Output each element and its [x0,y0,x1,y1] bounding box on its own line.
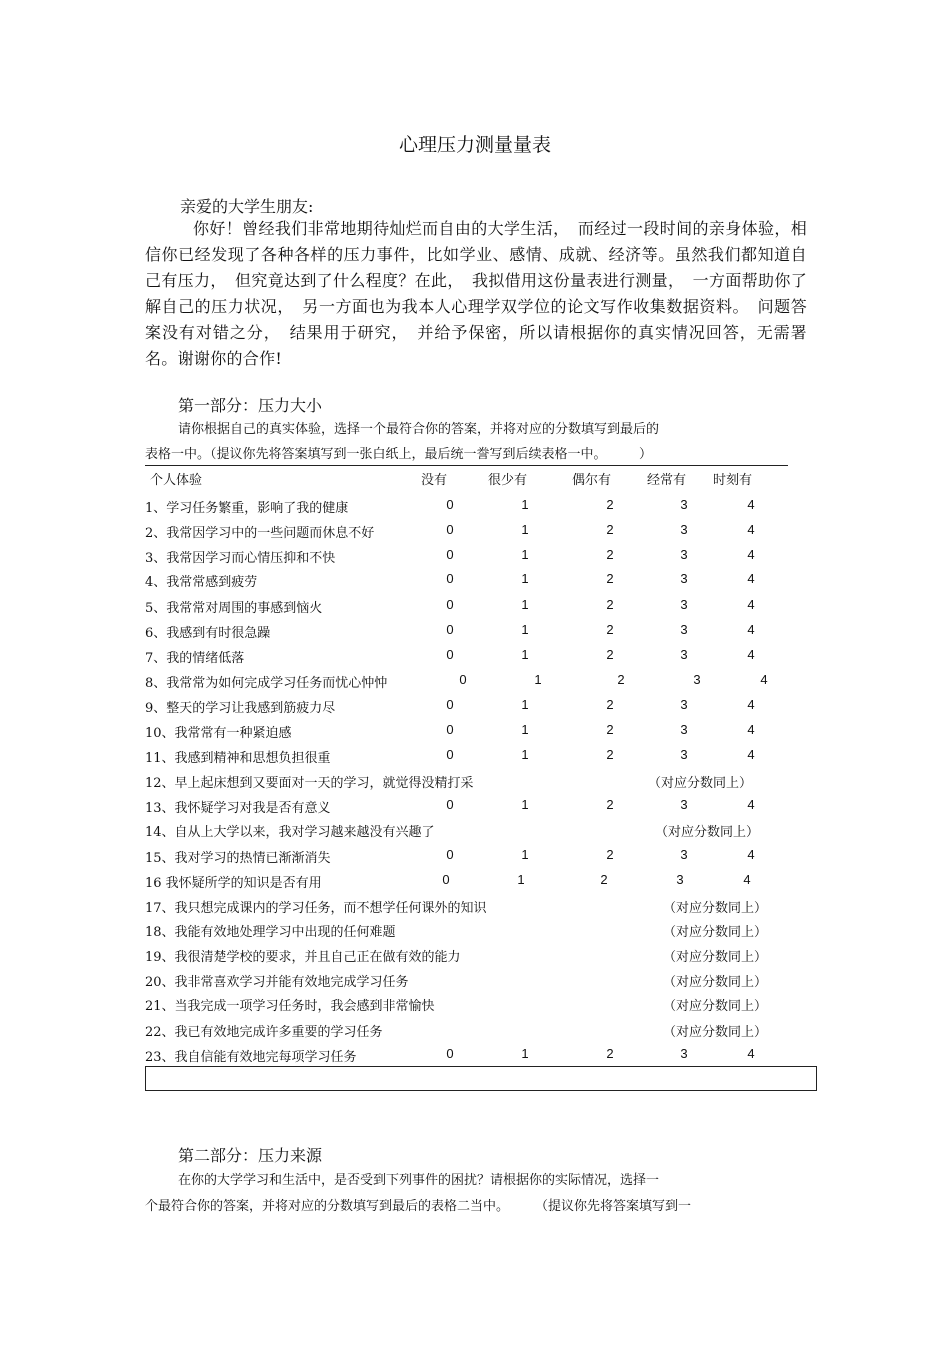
score-option: 0 [446,522,454,537]
header-experience: 个人体验 [150,473,203,488]
item-label: 21、当我完成一项学习任务时，我会感到非常愉快 [145,999,435,1014]
score-option: 4 [747,747,755,762]
score-option: 2 [617,672,625,687]
item-label: 7、我的情绪低落 [145,651,245,666]
score-option: 4 [747,1046,755,1061]
same-score-note: （对应分数同上） [655,825,760,840]
item-label: 19、我很清楚学校的要求，并且自己正在做有效的能力 [145,950,461,965]
score-option: 2 [606,571,614,586]
score-option: 4 [747,722,755,737]
score-option: 1 [521,747,529,762]
greeting: 亲爱的大学生朋友: [180,197,314,216]
item-label: 14、自从上大学以来，我对学习越来越没有兴趣了 [145,825,435,840]
part2-line1: 在你的大学学习和生活中，是否受到下列事件的困扰？请根据你的实际情况，选择一 [178,1173,660,1188]
score-option: 4 [747,647,755,662]
score-option: 3 [680,522,688,537]
same-score-note: （对应分数同上） [663,1025,768,1040]
score-option: 2 [606,797,614,812]
item-label: 18、我能有效地处理学习中出现的任何难题 [145,925,396,940]
same-score-note: （对应分数同上） [663,999,768,1014]
score-option: 1 [521,497,529,512]
score-option: 3 [680,697,688,712]
same-score-note: （对应分数同上） [663,901,768,916]
item-label: 22、我已有效地完成许多重要的学习任务 [145,1025,383,1040]
score-option: 0 [446,647,454,662]
part1-instruction-line2: 表格一中。（提议你先将答案填写到一张白纸上，最后统一誊写到后续表格一中。 ） [145,447,653,462]
score-option: 0 [446,597,454,612]
part2-heading: 第二部分：压力来源 [178,1146,323,1165]
header-always: 时刻有 [713,473,753,488]
score-option: 3 [680,797,688,812]
item-label: 4、我常常感到疲劳 [145,575,258,590]
item-label: 9、整天的学习让我感到筋疲力尽 [145,701,336,716]
score-option: 0 [446,847,454,862]
score-option: 4 [747,571,755,586]
part1-heading: 第一部分：压力大小 [178,396,323,415]
header-rarely: 很少有 [488,473,528,488]
score-option: 4 [747,797,755,812]
score-option: 0 [446,797,454,812]
score-option: 3 [680,1046,688,1061]
item-label: 8、我常常为如何完成学习任务而忧心忡忡 [145,676,388,691]
page-title: 心理压力测量量表 [398,134,551,156]
score-option: 4 [760,672,768,687]
score-option: 0 [446,1046,454,1061]
score-option: 4 [747,597,755,612]
score-option: 4 [743,872,751,887]
score-option: 1 [521,797,529,812]
score-option: 3 [680,497,688,512]
item-label: 16 我怀疑所学的知识是否有用 [145,876,322,891]
score-option: 4 [747,547,755,562]
item-label: 11、我感到精神和思想负担很重 [145,751,331,766]
score-option: 4 [747,697,755,712]
score-option: 2 [606,1046,614,1061]
item-label: 23、我自信能有效地完每项学习任务 [145,1050,357,1065]
score-option: 1 [534,672,542,687]
score-option: 4 [747,497,755,512]
score-option: 0 [446,497,454,512]
score-option: 0 [442,872,450,887]
item-label: 15、我对学习的热情已渐渐消失 [145,851,331,866]
score-option: 1 [521,522,529,537]
item-label: 13、我怀疑学习对我是否有意义 [145,801,331,816]
header-sometimes: 偶尔有 [572,473,612,488]
score-option: 1 [521,622,529,637]
score-option: 0 [446,697,454,712]
answer-table-1[interactable] [145,1066,817,1091]
score-option: 3 [680,847,688,862]
score-option: 2 [606,647,614,662]
score-option: 2 [600,872,608,887]
score-option: 2 [606,697,614,712]
score-option: 2 [606,597,614,612]
same-score-note: （对应分数同上） [663,925,768,940]
score-option: 3 [680,597,688,612]
score-option: 0 [446,722,454,737]
score-option: 1 [521,722,529,737]
score-option: 1 [521,571,529,586]
score-option: 3 [680,622,688,637]
score-option: 2 [606,847,614,862]
same-score-note: （对应分数同上） [648,776,753,791]
score-option: 1 [521,847,529,862]
score-option: 4 [747,522,755,537]
item-label: 6、我感到有时很急躁 [145,626,271,641]
item-label: 1、学习任务繁重，影响了我的健康 [145,501,349,516]
item-label: 12、早上起床想到又要面对一天的学习，就觉得没精打采 [145,776,474,791]
score-option: 3 [693,672,701,687]
score-option: 3 [680,647,688,662]
part2-line2: 个最符合你的答案，并将对应的分数填写到最后的表格二当中。 （提议你先将答案填写到一 [145,1199,692,1214]
score-option: 4 [747,622,755,637]
table-top-rule [145,465,788,466]
score-option: 1 [521,697,529,712]
score-option: 3 [680,547,688,562]
score-option: 0 [446,571,454,586]
item-label: 17、我只想完成课内的学习任务，而不想学任何课外的知识 [145,901,487,916]
score-option: 2 [606,622,614,637]
score-option: 3 [680,722,688,737]
same-score-note: （对应分数同上） [663,975,768,990]
score-option: 2 [606,747,614,762]
score-option: 2 [606,722,614,737]
score-option: 2 [606,497,614,512]
part1-instruction-line1: 请你根据自己的真实体验，选择一个最符合你的答案，并将对应的分数填写到最后的 [178,422,660,437]
item-label: 2、我常因学习中的一些问题而休息不好 [145,526,375,541]
score-option: 0 [459,672,467,687]
score-option: 1 [521,1046,529,1061]
score-option: 3 [680,571,688,586]
score-option: 1 [521,597,529,612]
item-label: 5、我常常对周围的事感到恼火 [145,601,323,616]
score-option: 3 [680,747,688,762]
score-option: 3 [676,872,684,887]
score-option: 1 [517,872,525,887]
score-option: 2 [606,522,614,537]
intro-paragraph: 你好！曾经我们非常地期待灿烂而自由的大学生活， 而经过一段时间的亲身体验，相信你已经发现了各种各样的压力事件，比如学业、感情、成就、经济等。虽然我们都知道自己有压力， 但究竟达到了什么程度？在此， 我拟借用这份量表进行测量， 一方面帮助你了解自己的压力状况， 另一方面也为我本人心理学双学位的论文写作收集数据资料。 问题答案没有对错之分， 结果用于研究， 并给予保密，所以请根据你的真实情况回答，无需署名。谢谢你的合作! [145,219,807,368]
same-score-note: （对应分数同上） [663,950,768,965]
score-option: 0 [446,547,454,562]
score-option: 4 [747,847,755,862]
score-option: 1 [521,647,529,662]
item-label: 20、我非常喜欢学习并能有效地完成学习任务 [145,975,409,990]
score-option: 0 [446,747,454,762]
score-option: 1 [521,547,529,562]
item-label: 10、我常常有一种紧迫感 [145,726,292,741]
header-never: 没有 [421,473,448,488]
header-often: 经常有 [647,473,687,488]
score-option: 0 [446,622,454,637]
score-option: 2 [606,547,614,562]
item-label: 3、我常因学习而心情压抑和不快 [145,551,336,566]
